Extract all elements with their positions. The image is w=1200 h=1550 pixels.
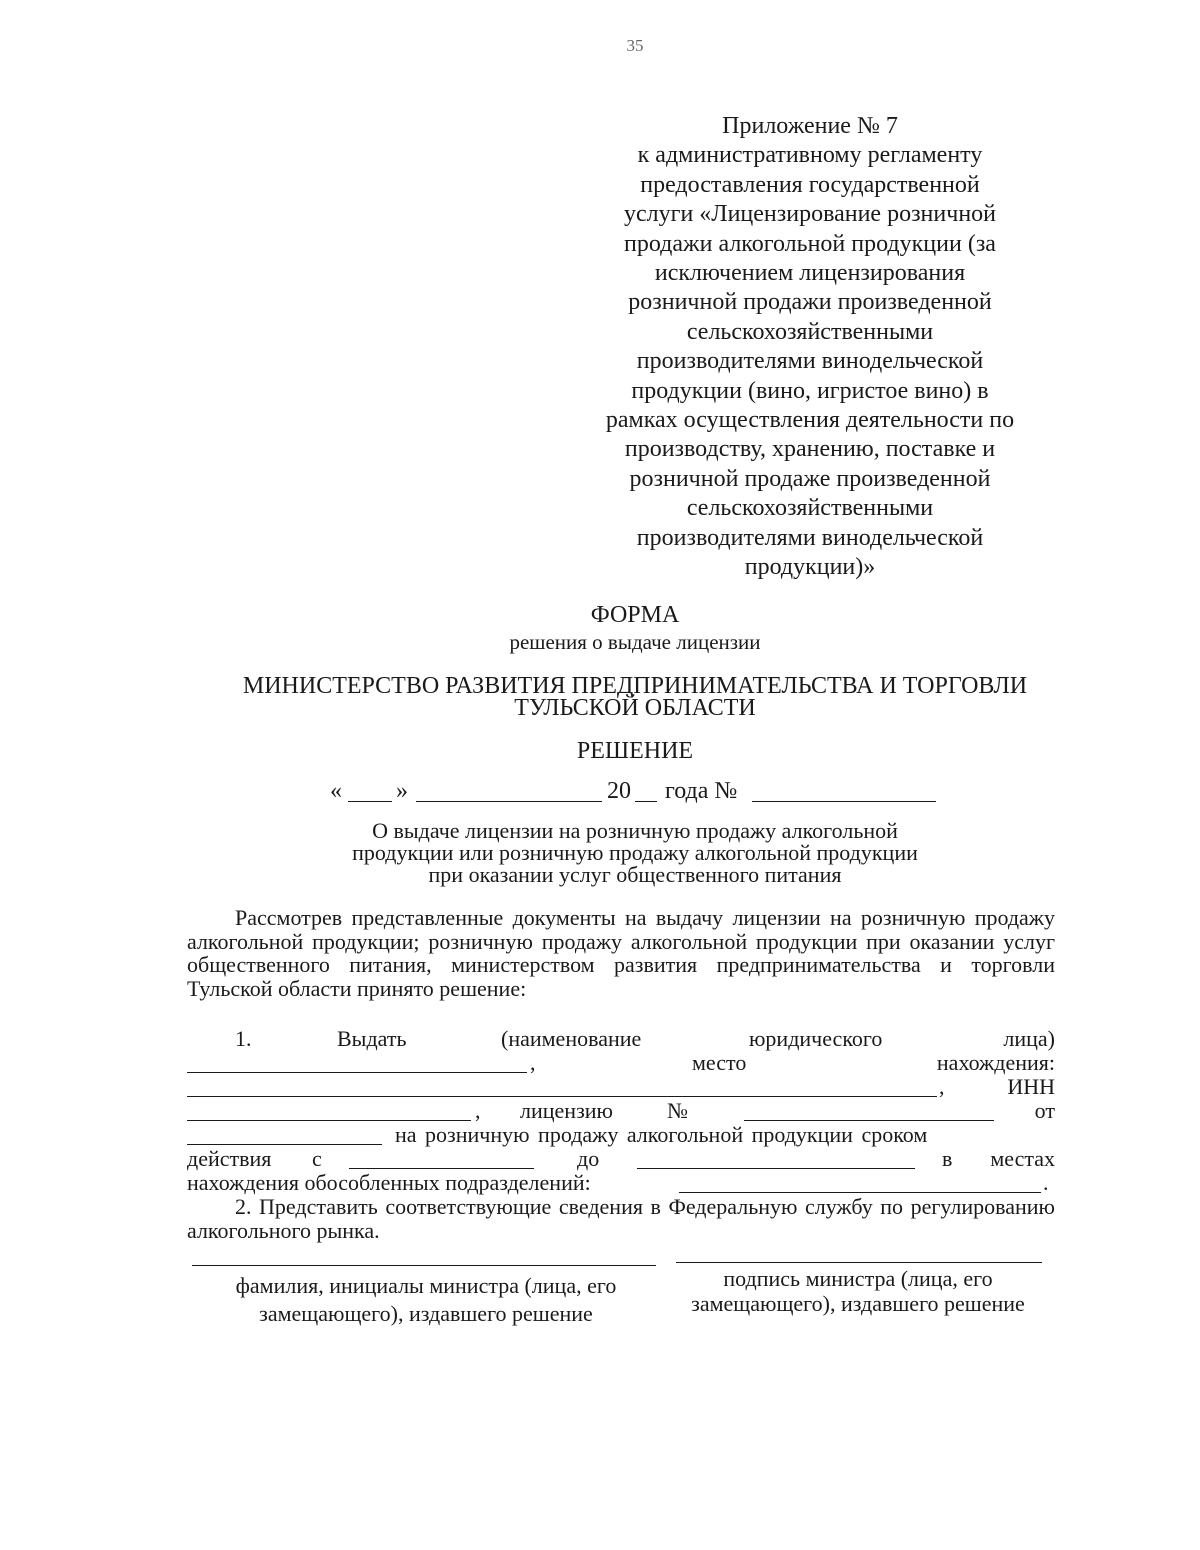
- item1-word: в: [942, 1146, 953, 1171]
- legal-entity-blank: [187, 1071, 527, 1073]
- ministry-line-1: МИНИСТЕРСТВО РАЗВИТИЯ ПРЕДПРИНИМАТЕЛЬСТВА И ТОРГОВЛИ: [242, 673, 1028, 699]
- item1-comma: ,: [530, 1050, 536, 1075]
- item1-number: 1.: [235, 1026, 252, 1051]
- item1-line-6: [187, 1147, 1055, 1171]
- appendix-line: продукции (вино, игристое вино) в: [631, 377, 989, 404]
- appendix-line: сельскохозяйственными: [686, 495, 934, 522]
- appendix-line: услуги «Лицензирование розничной: [623, 201, 997, 228]
- ministry-name: [195, 675, 1075, 719]
- item1-line-5: [187, 1123, 1055, 1147]
- subject-line-3: при оказании услуг общественного питания: [428, 862, 842, 887]
- appendix-heading: Приложение № 7: [722, 113, 898, 139]
- date-open-quote: «: [330, 778, 342, 804]
- appendix-block: [570, 112, 1050, 583]
- license-date-blank: [187, 1143, 382, 1145]
- item1-word: от: [1034, 1098, 1055, 1123]
- item1-line-1: [187, 1027, 1055, 1051]
- item1-period: .: [1043, 1170, 1049, 1195]
- item1-line-3: [187, 1075, 1055, 1099]
- item1-separate-units-text: нахождения обособленных подразделений:: [187, 1170, 591, 1195]
- item1-word: место: [692, 1050, 747, 1075]
- appendix-line: сельскохозяйственными: [686, 318, 934, 345]
- form-title: ФОРМА: [590, 602, 680, 628]
- item1-retail-text: на розничную продажу алкогольной продукции сроком: [395, 1122, 928, 1147]
- item1-word: лицензию: [520, 1098, 613, 1123]
- name-signature-line: [192, 1265, 656, 1266]
- appendix-line: розничной продажи произведенной: [628, 289, 992, 316]
- item1-word: местах: [990, 1146, 1055, 1171]
- item1-line-4: [187, 1099, 1055, 1123]
- item1-word: юридического: [749, 1026, 883, 1051]
- location-blank: [187, 1095, 937, 1097]
- appendix-line: производителями винодельческой: [636, 524, 984, 551]
- item1-word: нахождения:: [936, 1050, 1055, 1075]
- item1-comma: ,: [939, 1074, 945, 1099]
- day-blank: [348, 800, 392, 802]
- item1-word: ИНН: [1007, 1074, 1055, 1099]
- year-number-label: года №: [665, 778, 738, 804]
- item1-comma: ,: [475, 1098, 481, 1123]
- license-number-blank: [744, 1119, 994, 1121]
- minister-signature-caption: подпись министра (лица, его замещающего), издавшего решение: [691, 1266, 1025, 1316]
- appendix-line: продажи алкогольной продукции (за: [624, 230, 996, 257]
- appendix-line: исключением лицензирования: [654, 260, 966, 287]
- appendix-line: розничной продаже произведенной: [629, 465, 991, 492]
- valid-to-blank: [637, 1167, 915, 1169]
- signature-line: [676, 1262, 1042, 1263]
- inn-blank: [187, 1119, 471, 1121]
- appendix-line: продукции)»: [744, 554, 876, 581]
- ministry-line-2: ТУЛЬСКОЙ ОБЛАСТИ: [514, 695, 756, 721]
- date-close-quote: »: [396, 778, 408, 804]
- month-blank: [416, 800, 602, 802]
- form-subtitle: решения о выдаче лицензии: [509, 630, 761, 654]
- subject-line-2: продукции или розничную продажу алкогольной продукции: [352, 840, 918, 865]
- item1-word: Выдать: [337, 1026, 407, 1051]
- item1-word: действия: [187, 1146, 272, 1171]
- minister-name-caption: фамилия, инициалы министра (лица, его замещающего), издавшего решение: [235, 1273, 617, 1326]
- separate-units-blank: [679, 1191, 1041, 1193]
- appendix-line: к административному регламенту: [637, 142, 983, 169]
- item1-line-7: [187, 1171, 1055, 1195]
- item2-paragraph: 2. Представить соответствующие сведения в Федеральную службу по регулированию алкогольного рынка.: [187, 1194, 1055, 1243]
- appendix-line: производству, хранению, поставке и: [624, 436, 996, 463]
- item1-word: (наименование: [501, 1026, 642, 1051]
- decision-title: РЕШЕНИЕ: [576, 738, 694, 764]
- decision-number-blank: [752, 800, 936, 802]
- year-prefix: 20: [607, 778, 631, 804]
- appendix-line: производителями винодельческой: [636, 348, 984, 375]
- page-number: 35: [626, 36, 644, 55]
- item1-word: до: [577, 1146, 600, 1171]
- item1-line-2: [187, 1051, 1055, 1075]
- item1-word: №: [667, 1098, 688, 1123]
- appendix-line: рамках осуществления деятельности по: [605, 407, 1015, 434]
- valid-from-blank: [349, 1167, 534, 1169]
- intro-paragraph: Рассмотрев представленные документы на выдачу лицензии на розничную продажу алкогольной продукции; розничную продажу алкогольной продукции при оказании услуг общественного питания, министерством развития предпринимательства и торговли Тульской области принято решение:: [187, 905, 1055, 1001]
- subject-line-1: О выдаче лицензии на розничную продажу алкогольной: [372, 818, 898, 843]
- decision-subject: [195, 820, 1075, 886]
- appendix-line: предоставления государственной: [640, 171, 980, 198]
- year-blank: [635, 800, 657, 802]
- item1-word: лица): [1003, 1026, 1055, 1051]
- item1-word: с: [312, 1146, 322, 1171]
